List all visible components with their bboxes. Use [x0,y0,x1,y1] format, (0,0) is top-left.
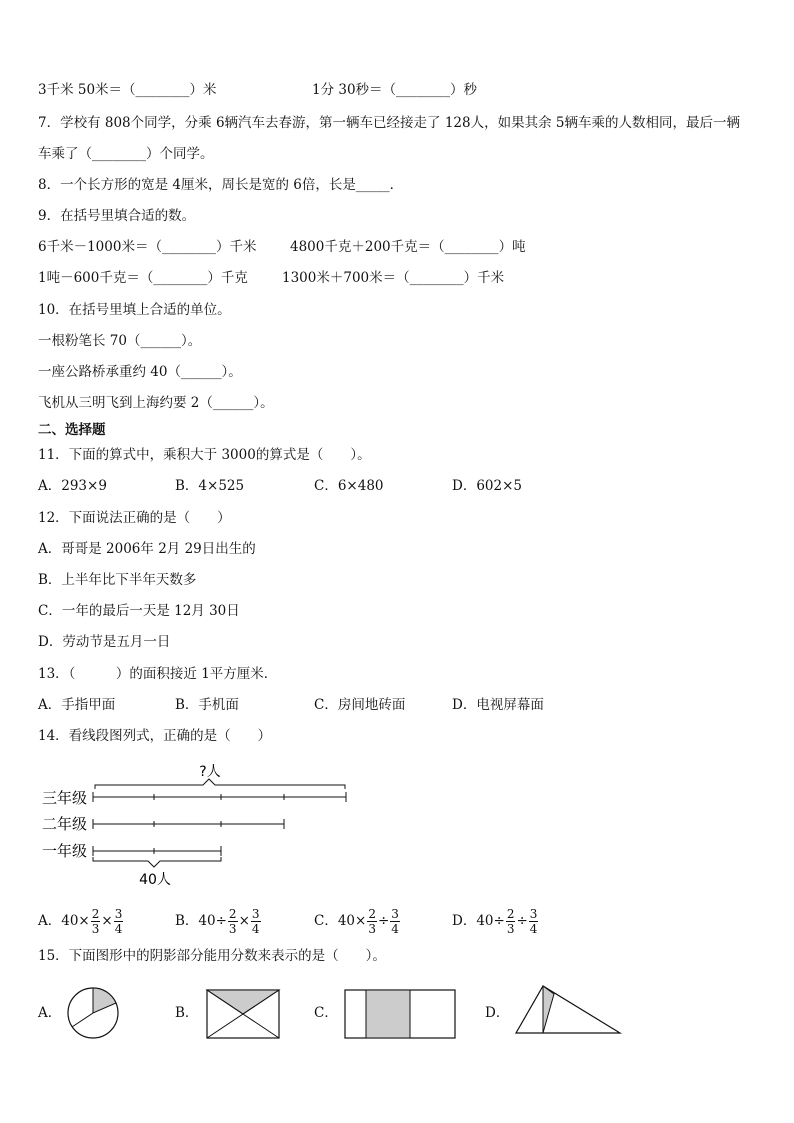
numerator: 3 [391,907,399,921]
numerator: 2 [91,907,100,921]
numerator: 2 [228,907,237,921]
q10-item-c: 飞机从三明飞到上海约要 2（______）。 [38,395,274,411]
operator: ÷ [377,913,390,929]
q9-stem: 9．在括号里填合适的数。 [38,208,196,224]
q15-stem: 15．下面图形中的阴影部分能用分数来表示的是（ ）。 [38,948,386,964]
q9-row2-right: 1300米＋700米＝（________）千米 [282,270,505,286]
operator: × [238,913,250,929]
operator: ÷ [516,913,528,929]
numerator: 3 [529,907,538,921]
fraction [390,907,400,936]
diagram-bottom-label: 40人 [139,872,171,888]
fraction [228,907,238,936]
numerator: 2 [506,907,515,921]
fraction [506,907,516,936]
row-label-grade3: 三年级 [42,789,88,807]
q10-stem: 10．在括号里填上合适的单位。 [38,302,231,318]
q15-option-b-label[interactable]: B． [175,1005,199,1021]
operator: × [101,913,113,929]
q14-option-b[interactable] [175,904,262,938]
option-letter: A． [38,913,62,929]
q13-option-c[interactable]: C．房间地砖面 [314,697,406,713]
denominator: 4 [391,922,399,936]
option-letter: B． [175,913,199,929]
q14-option-a[interactable] [38,904,124,938]
q13-stem: 13．（ ）的面积接近 1平方厘米． [38,666,278,682]
fraction [251,907,261,936]
denominator: 4 [251,922,260,936]
q12-option-a[interactable]: A．哥哥是 2006年 2月 29日出生的 [38,541,256,557]
denominator: 3 [368,922,376,936]
fraction [367,907,377,936]
q7-line2: 车乘了（________）个同学。 [38,146,214,162]
numerator: 3 [114,907,123,921]
q10-item-b: 一座公路桥承重约 40（______）。 [38,364,242,380]
option-lead: 40÷ [476,913,505,929]
q11-option-a[interactable]: A．293×9 [38,478,107,494]
q14-option-c[interactable] [314,904,401,938]
row-label-grade2: 二年级 [42,815,88,833]
q12-option-d[interactable]: D．劳动节是五月一日 [38,634,171,650]
figure-d-triangle [516,986,620,1033]
q13-option-b[interactable]: B．手机面 [175,697,239,713]
bottom-brace [93,857,221,867]
figure-c-shaded-part [366,990,410,1038]
denominator: 3 [228,922,237,936]
q7-line1: 7．学校有 808个同学，分乘 6辆汽车去春游，第一辆车已经接走了 128人，如果其余 5辆车乘的人数相同，最后一辆 [38,115,740,131]
fraction [91,907,101,936]
q9-row1-left: 6千米－1000米＝（________）千米 [38,239,257,255]
denominator: 3 [506,922,515,936]
option-lead: 40÷ [198,913,227,929]
q14-option-d[interactable] [452,904,539,938]
q11-stem: 11．下面的算式中，乘积大于 3000的算式是（ ）。 [38,447,371,463]
q11-option-c[interactable]: C．6×480 [314,478,384,494]
q9-row2-left: 1吨－600千克＝（________）千克 [38,270,248,286]
fraction [529,907,539,936]
q8-text: 8．一个长方形的宽是 4厘米，周长是宽的 6倍，长是_____． [38,177,404,193]
fraction [114,907,124,936]
q9-row1-right: 4800千克＋200千克＝（________）吨 [290,239,526,255]
q6-right-blank-item: 1分 30秒＝（________）秒 [312,82,478,98]
denominator: 3 [91,922,100,936]
q12-stem: 12．下面说法正确的是（ ） [38,510,231,526]
q14-stem: 14．看线段图列式，正确的是（ ） [38,728,272,744]
option-letter: C． [314,913,338,929]
q6-left-blank-item: 3千米 50米＝（________）米 [38,82,217,98]
numerator: 2 [368,907,376,921]
denominator: 4 [529,922,538,936]
q13-option-d[interactable]: D．电视屏幕面 [452,697,544,713]
q13-option-a[interactable]: A．手指甲面 [38,697,116,713]
option-lead: 40× [337,913,367,929]
q11-option-d[interactable]: D．602×5 [452,478,522,494]
option-lead: 40× [61,913,90,929]
q11-option-b[interactable]: B．4×525 [175,478,245,494]
q15-option-d-label[interactable]: D． [485,1005,510,1021]
denominator: 4 [114,922,123,936]
numerator: 3 [251,907,260,921]
row-label-grade1: 一年级 [42,842,88,860]
diagram-top-label: ?人 [199,764,221,780]
q15-option-c-label[interactable]: C． [314,1005,338,1021]
q10-item-a: 一根粉笔长 70（______）。 [38,333,202,349]
section-heading: 二、选择题 [38,422,106,438]
option-letter: D． [452,913,477,929]
top-brace [95,779,345,789]
q15-option-a-label[interactable]: A． [38,1005,62,1021]
q12-option-c[interactable]: C．一年的最后一天是 12月 30日 [38,603,240,619]
q12-option-b[interactable]: B．上半年比下半年天数多 [38,572,197,588]
